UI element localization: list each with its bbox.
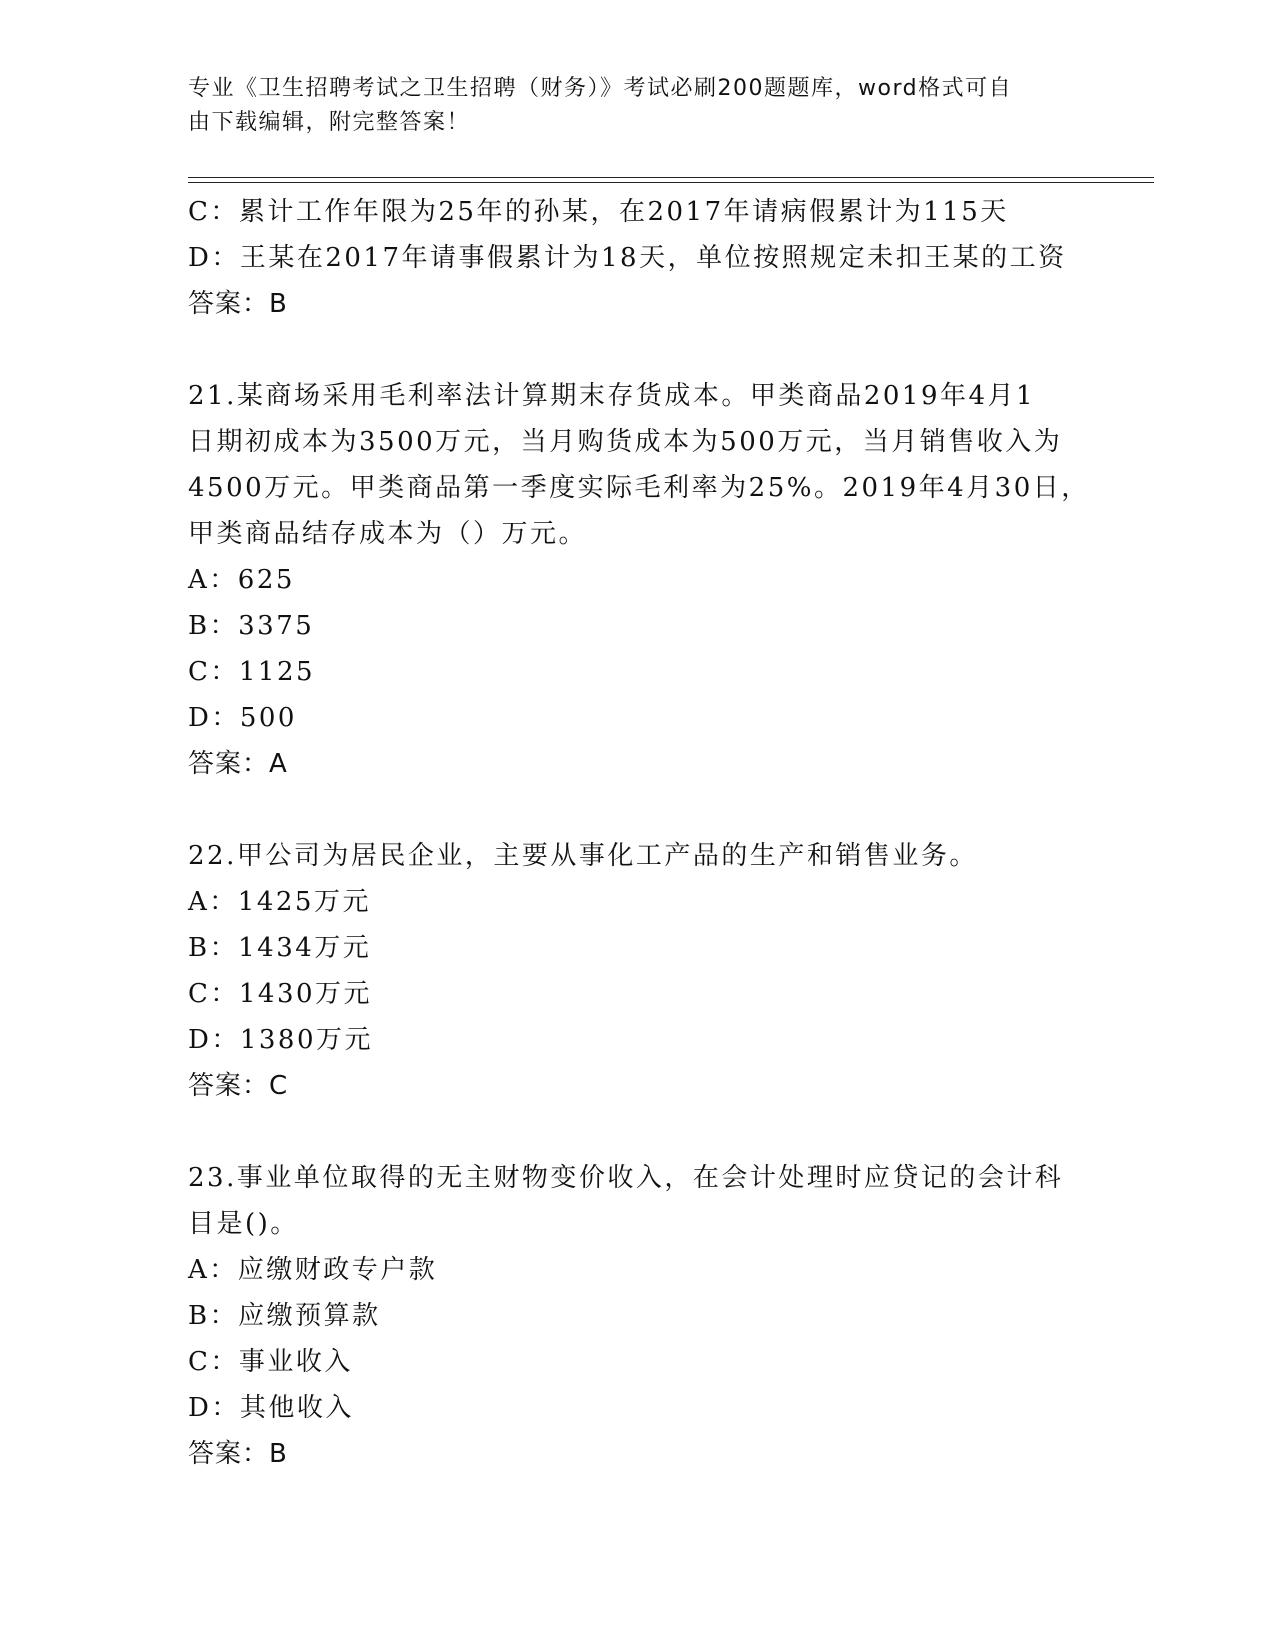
option-b: B：3375 — [188, 611, 315, 641]
option-d: D：其他收入 — [188, 1393, 354, 1423]
question-prev — [188, 189, 1088, 327]
question-stem-line: 4500万元。甲类商品第一季度实际毛利率为25%。2019年4月30日， — [188, 473, 1090, 503]
spacer — [188, 327, 1088, 373]
question-stem-line: 21.某商场采用毛利率法计算期末存货成本。甲类商品2019年4月1 — [188, 381, 1036, 411]
answer-line: 答案：A — [188, 749, 288, 779]
option-c: C：1125 — [188, 657, 316, 687]
spacer — [188, 787, 1088, 833]
option-d: D：王某在2017年请事假累计为18天，单位按照规定未扣王某的工资 — [188, 243, 1067, 273]
question-22 — [188, 833, 1088, 1109]
header-divider-bottom — [188, 182, 1154, 183]
option-c: C：事业收入 — [188, 1347, 353, 1377]
question-list — [188, 189, 1088, 1477]
header-line-1: 专业《卫生招聘考试之卫生招聘（财务）》考试必刷200题题库，word格式可自 — [188, 76, 1013, 101]
question-23 — [188, 1155, 1088, 1477]
question-21 — [188, 373, 1088, 787]
option-c: C：1430万元 — [188, 979, 373, 1009]
question-stem-line: 甲类商品结存成本为（）万元。 — [188, 519, 588, 549]
option-a: A：625 — [188, 565, 295, 595]
question-stem-line: 22.甲公司为居民企业，主要从事化工产品的生产和销售业务。 — [188, 841, 978, 871]
option-b: B：应缴预算款 — [188, 1301, 381, 1331]
answer-line: 答案：C — [188, 1071, 289, 1101]
option-d: D：500 — [188, 703, 297, 733]
question-stem-line: 23.事业单位取得的无主财物变价收入，在会计处理时应贷记的会计科 — [188, 1163, 1064, 1193]
document-header — [188, 72, 1088, 140]
option-d: D：1380万元 — [188, 1025, 374, 1055]
option-a: A：1425万元 — [188, 887, 371, 917]
option-a: A：应缴财政专户款 — [188, 1255, 438, 1285]
header-line-2: 由下载编辑，附完整答案！ — [188, 110, 471, 135]
question-stem-line: 目是()。 — [188, 1209, 299, 1239]
option-c: C：累计工作年限为25年的孙某，在2017年请病假累计为115天 — [188, 197, 1009, 227]
answer-line: 答案：B — [188, 289, 288, 319]
option-b: B：1434万元 — [188, 933, 372, 963]
spacer — [188, 1109, 1088, 1155]
header-divider-top — [188, 177, 1154, 178]
answer-line: 答案：B — [188, 1439, 288, 1469]
question-stem-line: 日期初成本为3500万元，当月购货成本为500万元，当月销售收入为 — [188, 427, 1063, 457]
